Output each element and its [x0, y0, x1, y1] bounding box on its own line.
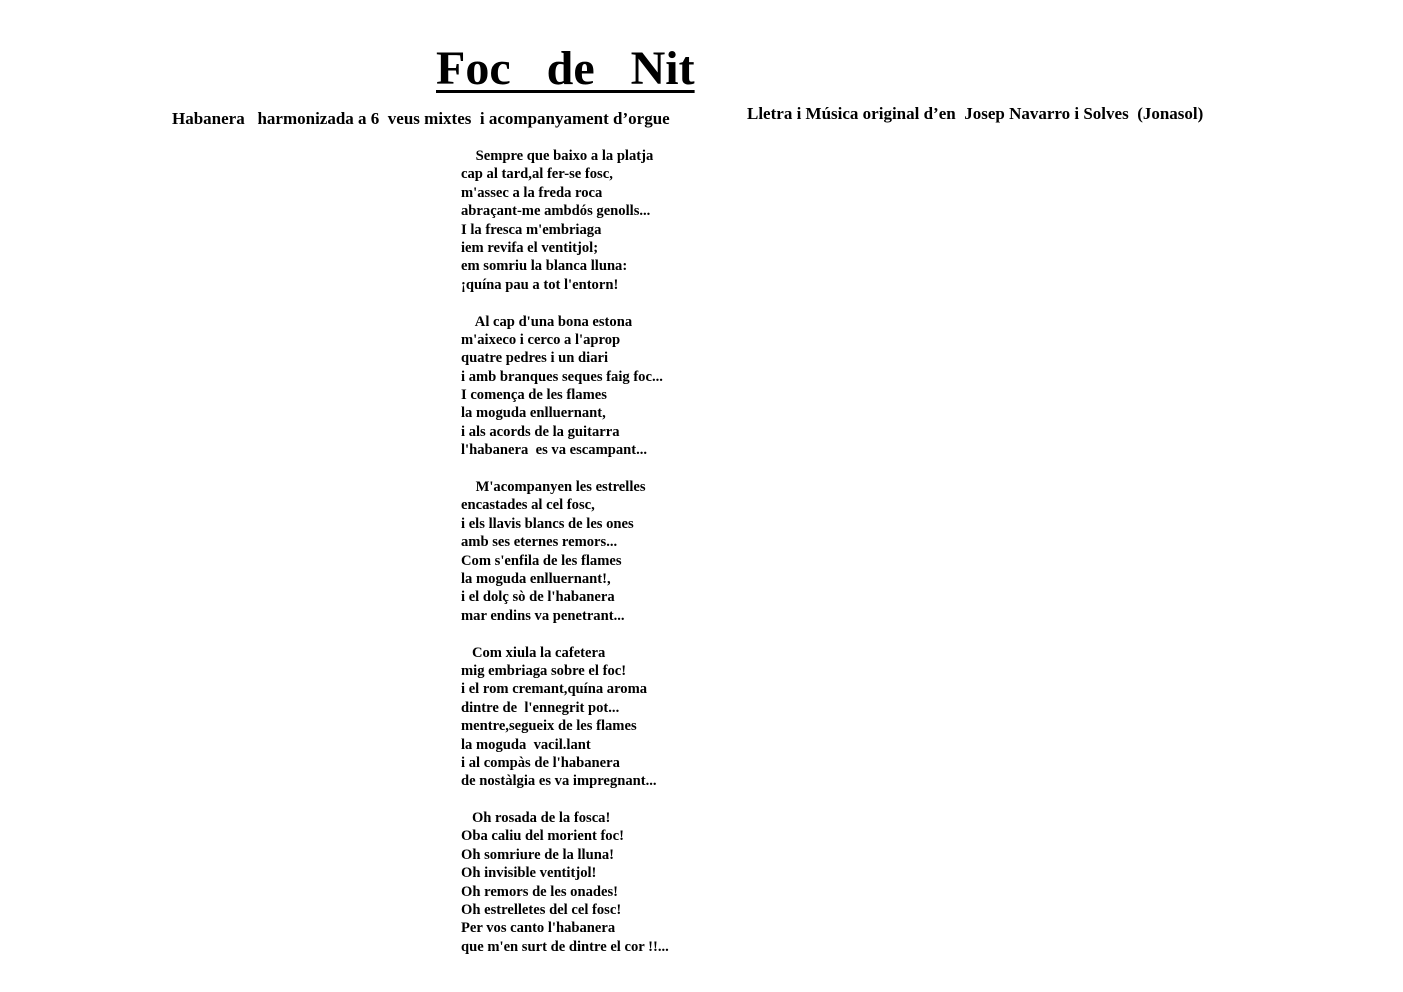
stanza-1 — [461, 147, 781, 294]
lyric-line: Sempre que baixo a la platja — [461, 148, 654, 164]
lyric-line: amb ses eternes remors... — [461, 534, 618, 551]
song-subtitle: Habanera harmonizada a 6 veus mixtes i acompanyament d’orgue — [172, 109, 670, 128]
lyric-line: m'assec a la freda roca — [461, 184, 603, 201]
lyric-line: I comença de les flames — [461, 387, 607, 404]
lyric-line: que m'en surt de dintre el cor !!... — [461, 938, 669, 955]
lyric-line: cap al tard,al fer-se fosc, — [461, 166, 613, 183]
lyric-line: mentre,segueix de les flames — [461, 718, 637, 735]
lyric-line: dintre de l'ennegrit pot... — [461, 699, 620, 716]
lyric-line: Com xiula la cafetera — [461, 644, 606, 661]
stanza-2 — [461, 313, 781, 460]
lyric-line: i amb branques seques faig foc... — [461, 368, 663, 385]
lyric-line: la moguda enlluernant, — [461, 405, 606, 422]
lyric-line: m'aixeco i cerco a l'aprop — [461, 331, 621, 348]
lyric-line: Oh somriure de la lluna! — [461, 846, 614, 863]
lyric-line: Oh invisible ventitjol! — [461, 865, 597, 882]
lyric-line: encastades al cel fosc, — [461, 497, 595, 514]
lyric-line: Per vos canto l'habanera — [461, 920, 616, 937]
lyric-line: abraçant-me ambdós genolls... — [461, 203, 651, 220]
lyrics-block — [461, 147, 781, 975]
stanza-5 — [461, 809, 781, 956]
lyric-line: I la fresca m'embriaga — [461, 221, 602, 238]
lyric-line: Oba caliu del morient foc! — [461, 828, 624, 845]
lyric-line: M'acompanyen les estrelles — [461, 479, 646, 496]
lyric-line: la moguda enlluernant!, — [461, 570, 611, 587]
stanza-3 — [461, 478, 781, 625]
lyric-line: Oh remors de les onades! — [461, 883, 619, 900]
lyric-line: Oh rosada de la fosca! — [461, 810, 611, 827]
stanza-4 — [461, 644, 781, 791]
lyric-line: Com s'enfila de les flames — [461, 552, 622, 569]
lyric-line: i els llavis blancs de les ones — [461, 515, 634, 532]
lyric-line: iem revifa el ventitjol; — [461, 239, 599, 256]
lyric-line: mig embriaga sobre el foc! — [461, 662, 627, 679]
lyric-line: Al cap d'una bona estona — [461, 313, 633, 330]
lyric-line: i als acords de la guitarra — [461, 423, 620, 440]
lyric-line: Oh estrelletes del cel fosc! — [461, 902, 622, 919]
lyric-line: de nostàlgia es va impregnant... — [461, 773, 657, 790]
lyric-line: l'habanera es va escampant... — [461, 442, 648, 459]
lyric-line: ¡quína pau a tot l'entorn! — [461, 276, 619, 293]
lyric-line: la moguda vacil.lant — [461, 736, 591, 753]
lyric-line: mar endins va penetrant... — [461, 607, 625, 624]
song-credits: Lletra i Música original d’en Josep Navarro i Solves (Jonasol) — [747, 104, 1204, 123]
song-title: Foc de Nit — [436, 42, 695, 95]
lyric-line: em somriu la blanca lluna: — [461, 258, 628, 275]
lyric-line: i el rom cremant,quína aroma — [461, 681, 648, 698]
lyric-line: quatre pedres i un diari — [461, 350, 609, 367]
lyric-line: i al compàs de l'habanera — [461, 754, 620, 771]
lyric-line: i el dolç sò de l'habanera — [461, 589, 615, 606]
